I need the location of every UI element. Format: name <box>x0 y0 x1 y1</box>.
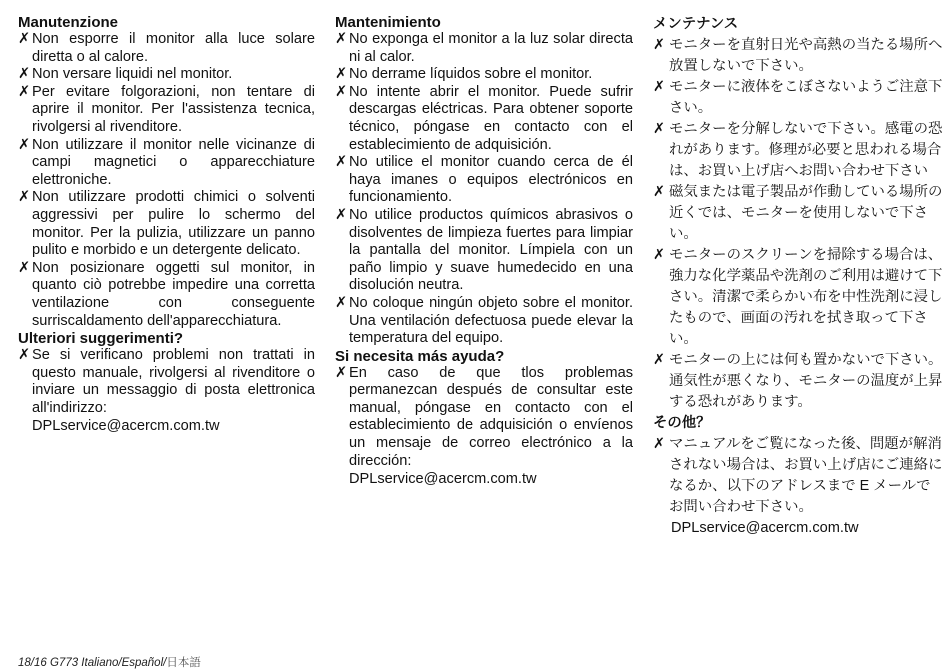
list-item: ✗ No derrame líquidos sobre el monitor. <box>335 66 593 83</box>
cross-mark-icon: ✗ <box>335 294 348 311</box>
italian-list <box>18 31 315 330</box>
japanese-help-text: ✗ マニュアルをご覧になった後、問題が解消されない場合は、お買い上げ店にご連絡になるか、以下のアドレスまで E メールでお問い合わせ下さい。 <box>653 436 943 515</box>
footer-text: 18/16 G773 Italiano/Español/ <box>18 657 167 669</box>
spanish-title: Mantenimiento <box>335 14 441 31</box>
list-item: ✗ Non utilizzare il monitor nelle vicinanze di campi magnetici o apparecchiature elettroniche. <box>18 136 315 188</box>
italian-title: Manutenzione <box>18 14 118 31</box>
cross-mark-icon: ✗ <box>18 83 31 100</box>
cross-mark-icon: ✗ <box>335 206 348 223</box>
footer-japanese: 日本語 <box>166 657 201 669</box>
list-item: ✗ モニターを分解しないで下さい。感電の恐れがあります。修理が必要と思われる場合は、お買い上げ店へお問い合わせ下さい <box>653 121 943 179</box>
italian-column <box>18 14 315 435</box>
list-item: ✗ モニターのスクリーンを掃除する場合は、強力な化学薬品や洗剤のご利用は避けて下さい。清潔で柔らかい布を中性洗剤に浸したもので、画面の汚れを拭き取って下さい。 <box>653 247 943 347</box>
cross-mark-icon: ✗ <box>335 66 348 83</box>
cross-mark-icon: ✗ <box>653 121 666 137</box>
cross-mark-icon: ✗ <box>653 436 666 452</box>
cross-mark-icon: ✗ <box>18 189 31 206</box>
list-item: ✗ Non posizionare oggetti sul monitor, in quanto ciò potrebbe impedire una corretta ventilazione con conseguente surriscaldamento dell'apparecchiatura. <box>18 259 315 329</box>
list-item: ✗ モニターを直射日光や高熱の当たる場所へ放置しないで下さい。 <box>653 37 943 74</box>
cross-mark-icon: ✗ <box>18 347 31 364</box>
list-item: ✗ No utilice el monitor cuando cerca de él haya imanes o equipos electrónicos en funcionamiento. <box>335 154 633 206</box>
spanish-list <box>335 31 633 348</box>
cross-mark-icon: ✗ <box>653 247 666 263</box>
list-item: ✗ No coloque ningún objeto sobre el monitor. Una ventilación defectuosa puede elevar la temperatura del equipo. <box>335 294 633 347</box>
spanish-help-text: ✗ En caso de que tlos problemas permanezcan después de consultar este manual, póngase en contacto con el establecimiento de adquisición o envíenos un mensaje de correo electrónico a la dirección: <box>335 364 633 469</box>
list-item: ✗ Non esporre il monitor alla luce solare diretta o al calore. <box>18 31 315 65</box>
cross-mark-icon: ✗ <box>653 352 666 368</box>
list-item: ✗ Non versare liquidi nel monitor. <box>18 66 233 83</box>
spanish-email: DPLservice@acercm.com.tw <box>349 471 537 488</box>
list-item: ✗ Non utilizzare prodotti chimici o solventi aggressivi per pulire lo schermo del monitor. Per la pulizia, utilizzare un panno pulito e morbido e un detergente delicato. <box>18 189 315 259</box>
cross-mark-icon: ✗ <box>18 31 31 47</box>
italian-email: DPLservice@acercm.com.tw <box>32 418 220 435</box>
cross-mark-icon: ✗ <box>18 66 31 83</box>
cross-mark-icon: ✗ <box>335 83 348 100</box>
japanese-title: メンテナンス <box>653 16 739 32</box>
cross-mark-icon: ✗ <box>653 79 666 95</box>
list-item: ✗ モニターの上には何も置かないで下さい。通気性が悪くなり、モニターの温度が上昇する恐れがあります。 <box>653 352 943 410</box>
italian-help-text: ✗ Se si verificano problemi non trattati in questo manuale, rivolgersi al rivenditore o inviare un messaggio di posta elettronica all'indirizzo: <box>18 347 315 416</box>
cross-mark-icon: ✗ <box>335 154 348 171</box>
japanese-help-title: その他？ <box>653 415 711 431</box>
list-item: ✗ No utilice productos químicos abrasivos o disolventes de limpieza fuertes para limpiar la pantalla del monitor. Límpiela con un paño limpio y suave humedecido en una disolución neutra. <box>335 206 633 294</box>
spanish-column <box>335 14 633 488</box>
list-item: ✗ モニターに液体をこぼさないようご注意下さい。 <box>653 79 943 116</box>
cross-mark-icon: ✗ <box>18 259 31 276</box>
italian-help-title: Ulteriori suggerimenti? <box>18 330 184 348</box>
list-item: ✗ No intente abrir el monitor. Puede sufrir descargas eléctricas. Para obtener soporte técnico, póngase en contacto con el establecimiento de adquisición. <box>335 83 633 153</box>
cross-mark-icon: ✗ <box>653 184 666 200</box>
cross-mark-icon: ✗ <box>18 136 31 153</box>
japanese-column <box>653 14 943 538</box>
list-item: ✗ Per evitare folgorazioni, non tentare di aprire il monitor. Per l'assistenza tecnica, rivolgersi al rivenditore. <box>18 83 315 135</box>
japanese-email: DPLservice@acercm.com.tw <box>671 520 859 536</box>
page-footer <box>18 654 201 670</box>
cross-mark-icon: ✗ <box>335 31 348 47</box>
cross-mark-icon: ✗ <box>653 37 666 53</box>
list-item: ✗ 磁気または電子製品が作動している場所の近くでは、モニターを使用しないで下さい。 <box>653 184 943 242</box>
spanish-help-title: Si necesita más ayuda? <box>335 347 505 365</box>
cross-mark-icon: ✗ <box>335 364 348 381</box>
list-item: ✗ No exponga el monitor a la luz solar directa ni al calor. <box>335 31 633 65</box>
japanese-list <box>653 35 943 413</box>
